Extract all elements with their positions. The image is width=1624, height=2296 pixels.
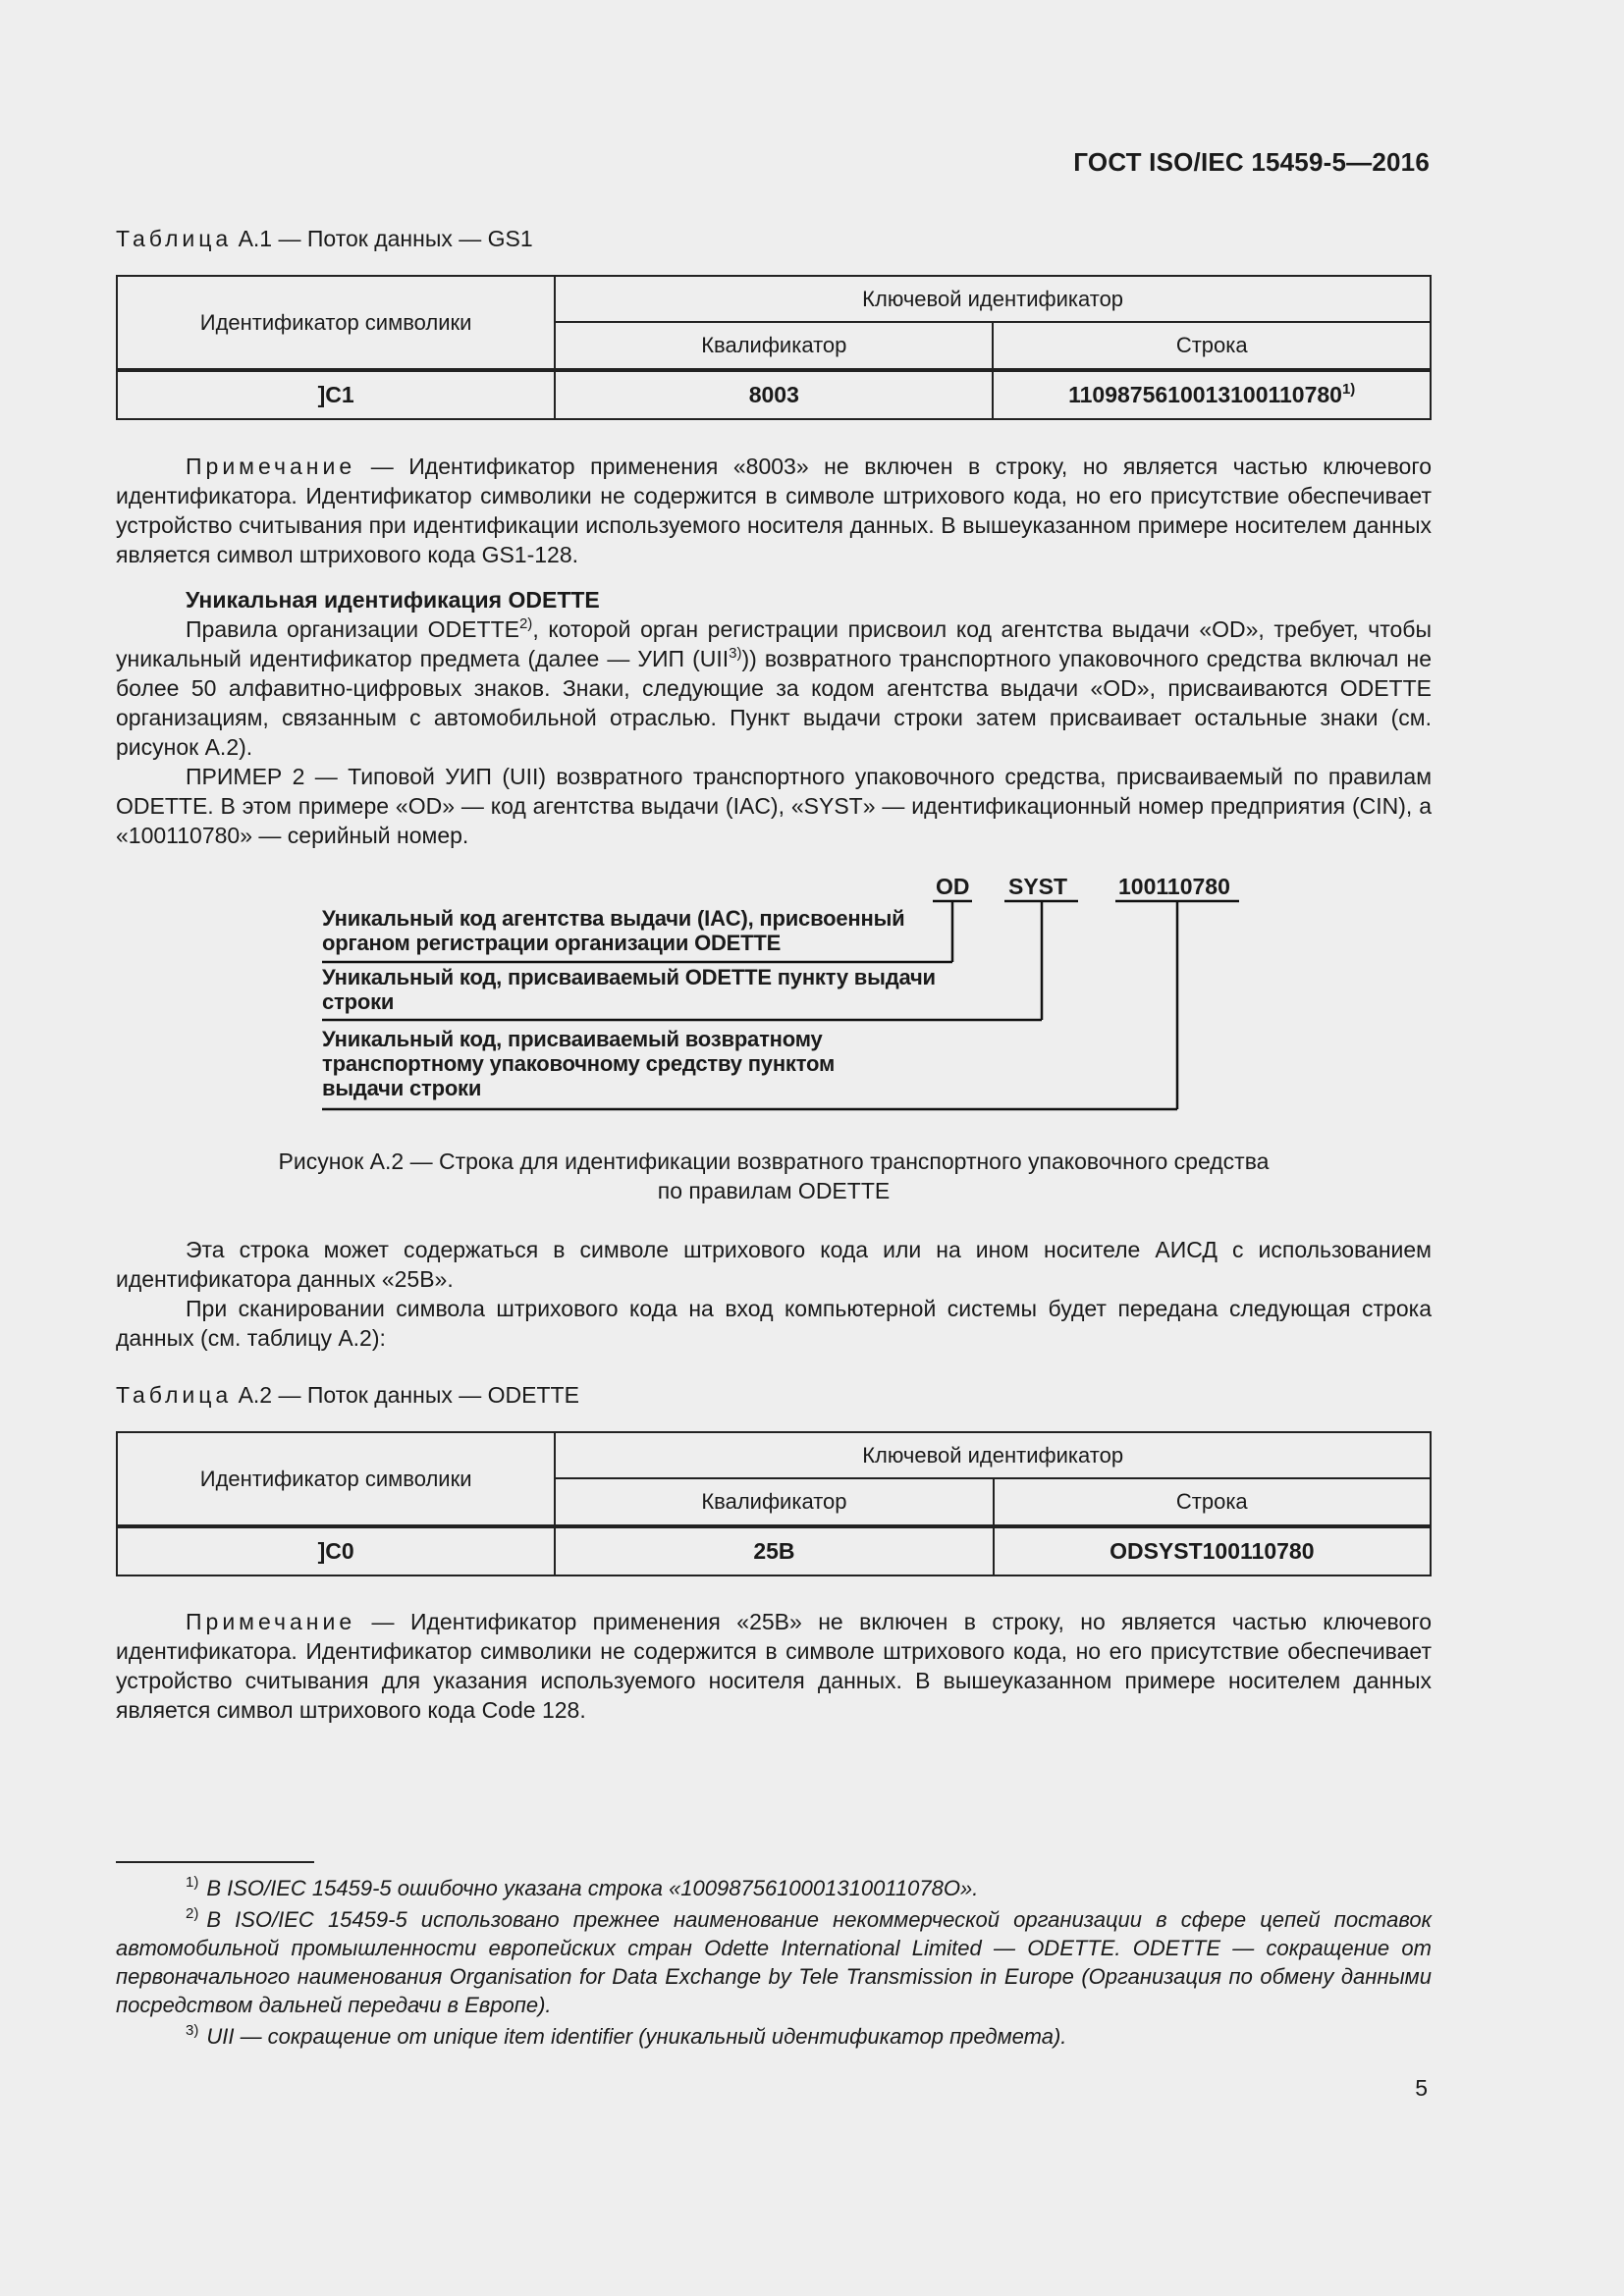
footnote-ref-1[interactable]: 1) [1341,381,1356,398]
table1-caption-label: Таблица [116,226,233,251]
table2-caption-label: Таблица [116,1382,233,1408]
footnote-3-text: UII — сокращение от unique item identifier (уникальный идентификатор предмета). [206,2024,1067,2049]
table1-cell-symbology: ]C1 [117,370,555,419]
figure-label-iac [322,906,905,955]
table2-header-string: Строка [994,1478,1431,1526]
document-header: ГОСТ ISO/IEC 15459-5—2016 [1073,147,1430,177]
footnote-1-text: В ISO/IEC 15459-5 ошибочно указана строка «1009875610001310011078О». [206,1876,979,1900]
table-row [117,1526,1431,1575]
figure-code-syst: SYST [1008,874,1068,899]
table2-header-qualifier: Квалификатор [555,1478,993,1526]
section-heading: Уникальная идентификация ODETTE [186,587,600,613]
table1-header-qualifier: Квалификатор [555,322,993,370]
table1-header-symbology: Идентификатор символики [117,276,555,370]
footnote-1 [116,1874,1432,1902]
table2-header-key: Ключевой идентификатор [555,1432,1431,1478]
table1-caption-text: А.1 — Поток данных — GS1 [238,226,533,251]
footnote-separator [116,1861,314,1863]
table1-cell-string-value: 1109875610013100110780 [1068,382,1342,407]
table1-cell-qualifier: 8003 [555,370,993,419]
footnote-3 [116,2022,1432,2051]
table1-header-string: Строка [993,322,1431,370]
table1 [116,275,1432,420]
table1-caption [116,226,533,252]
footnote-2-mark: 2) [186,1905,199,1922]
table2-header-symbology: Идентификатор символики [117,1432,555,1526]
after-figure-text [116,1235,1432,1353]
section-p1-a: Правила организации ODETTE [186,616,519,642]
table2-cell-qualifier: 25B [555,1526,993,1575]
table2-cell-string: ODSYST100110780 [994,1526,1431,1575]
note1-text: — Идентификатор применения «8003» не включен в строку, но является частью ключевого идентификатора. Идентификатор символики не содержится в символе штрихового кода, но его присутствие обеспечивает устройство считывания при идентификации используемого носителя данных. В вышеуказанном примере носителем данных является символ штрихового кода GS1-128. [116,454,1432,567]
page-number: 5 [1415,2075,1428,2101]
section-p1-b: , которой орган регистрации присвоил код агентства выдачи «OD», требует, чтобы уникальный идентификатор предмета (далее — УИП (UII [116,616,1432,671]
footnote-ref-3[interactable]: 3) [729,645,742,662]
example-2: ПРИМЕР 2 — Типовой УИП (UII) возвратного транспортного упаковочного средства, присваиваемый по правилам ODETTE. В этом примере «OD» — код агентства выдачи (IAC), «SYST» — идентификационный номер предприятия (CIN), а «100110780» — серийный номер. [116,764,1432,848]
note2-text: — Идентификатор применения «25B» не включен в строку, но является частью ключевого идентификатора. Идентификатор символики не содержится в символе штрихового кода, но его присутствие обеспечивает устройство считывания для указания используемого носителя данных. В вышеуказанном примере носителем данных является символ штрихового кода Code 128. [116,1609,1432,1723]
figure-caption [116,1147,1432,1205]
after-figure-p2: При сканировании символа штрихового кода на вход компьютерной системы будет передана следующая строка данных (см. таблицу А.2): [116,1296,1432,1351]
note2-label: Примечание [186,1609,356,1634]
figure-code-serial: 100110780 [1118,874,1230,899]
footnote-ref-2[interactable]: 2) [518,615,533,632]
table2-caption [116,1382,579,1409]
figure-label-serial-line1: Уникальный код, присваиваемый возвратному [322,1027,823,1051]
note1 [116,452,1432,569]
figure-label-iac-line1: Уникальный код агентства выдачи (IAC), присвоенный [322,906,905,931]
footnote-2 [116,1905,1432,2019]
figure-caption-line2: по правилам ODETTE [657,1178,891,1203]
section-p1-c: )) возвратного транспортного упаковочного средства включал не более 50 алфавитно-цифровых знаков. Знаки, следующие за кодом агентства выдачи «OD», присваиваются ODETTE организациям, связанным с автомобильной отраслью. Пункт выдачи строки затем присваивает остальные знаки (см. рисунок А.2). [116,646,1432,760]
table-row [117,370,1431,419]
note1-label: Примечание [186,454,356,479]
figure-label-serial-line3: выдачи строки [322,1076,482,1100]
footnotes [116,1874,1432,2051]
table2 [116,1431,1432,1576]
table1-cell-string [993,370,1431,419]
footnote-3-mark: 3) [186,2022,199,2039]
figure-label-cin-line2: строки [322,989,395,1014]
table2-caption-text: А.2 — Поток данных — ODETTE [238,1382,579,1408]
table1-header-key: Ключевой идентификатор [555,276,1431,322]
figure-caption-line1: Рисунок А.2 — Строка для идентификации возвратного транспортного упаковочного средства [278,1148,1270,1174]
section-odette [116,585,1432,850]
figure-label-serial-line2: транспортному упаковочному средству пунктом [322,1051,836,1076]
figure-label-iac-line2: органом регистрации организации ODETTE [322,931,782,955]
footnote-2-text: В ISO/IEC 15459-5 использовано прежнее наименование некоммерческой организации в сфере цепей поставок автомобильной промышленности европейских стран Odette International Limited — ODETTE. ODETTE — сокращение от первоначального наименования Organisation for Data Exchange by Tele Transmission in Europe (Организация по обмену данными посредством дальней передачи в Европе). [116,1907,1432,2017]
footnote-1-mark: 1) [186,1874,199,1891]
figure-label-cin-line1: Уникальный код, присваиваемый ODETTE пункту выдачи [322,965,936,989]
figure-label-serial [322,1027,835,1100]
after-figure-p1: Эта строка может содержаться в символе штрихового кода или на ином носителе АИСД с использованием идентификатора данных «25B». [116,1237,1432,1292]
table2-cell-symbology: ]C0 [117,1526,555,1575]
note2 [116,1607,1432,1725]
figure-code-od: OD [936,874,970,899]
section-paragraph [116,614,1432,762]
figure-label-cin [322,965,936,1014]
